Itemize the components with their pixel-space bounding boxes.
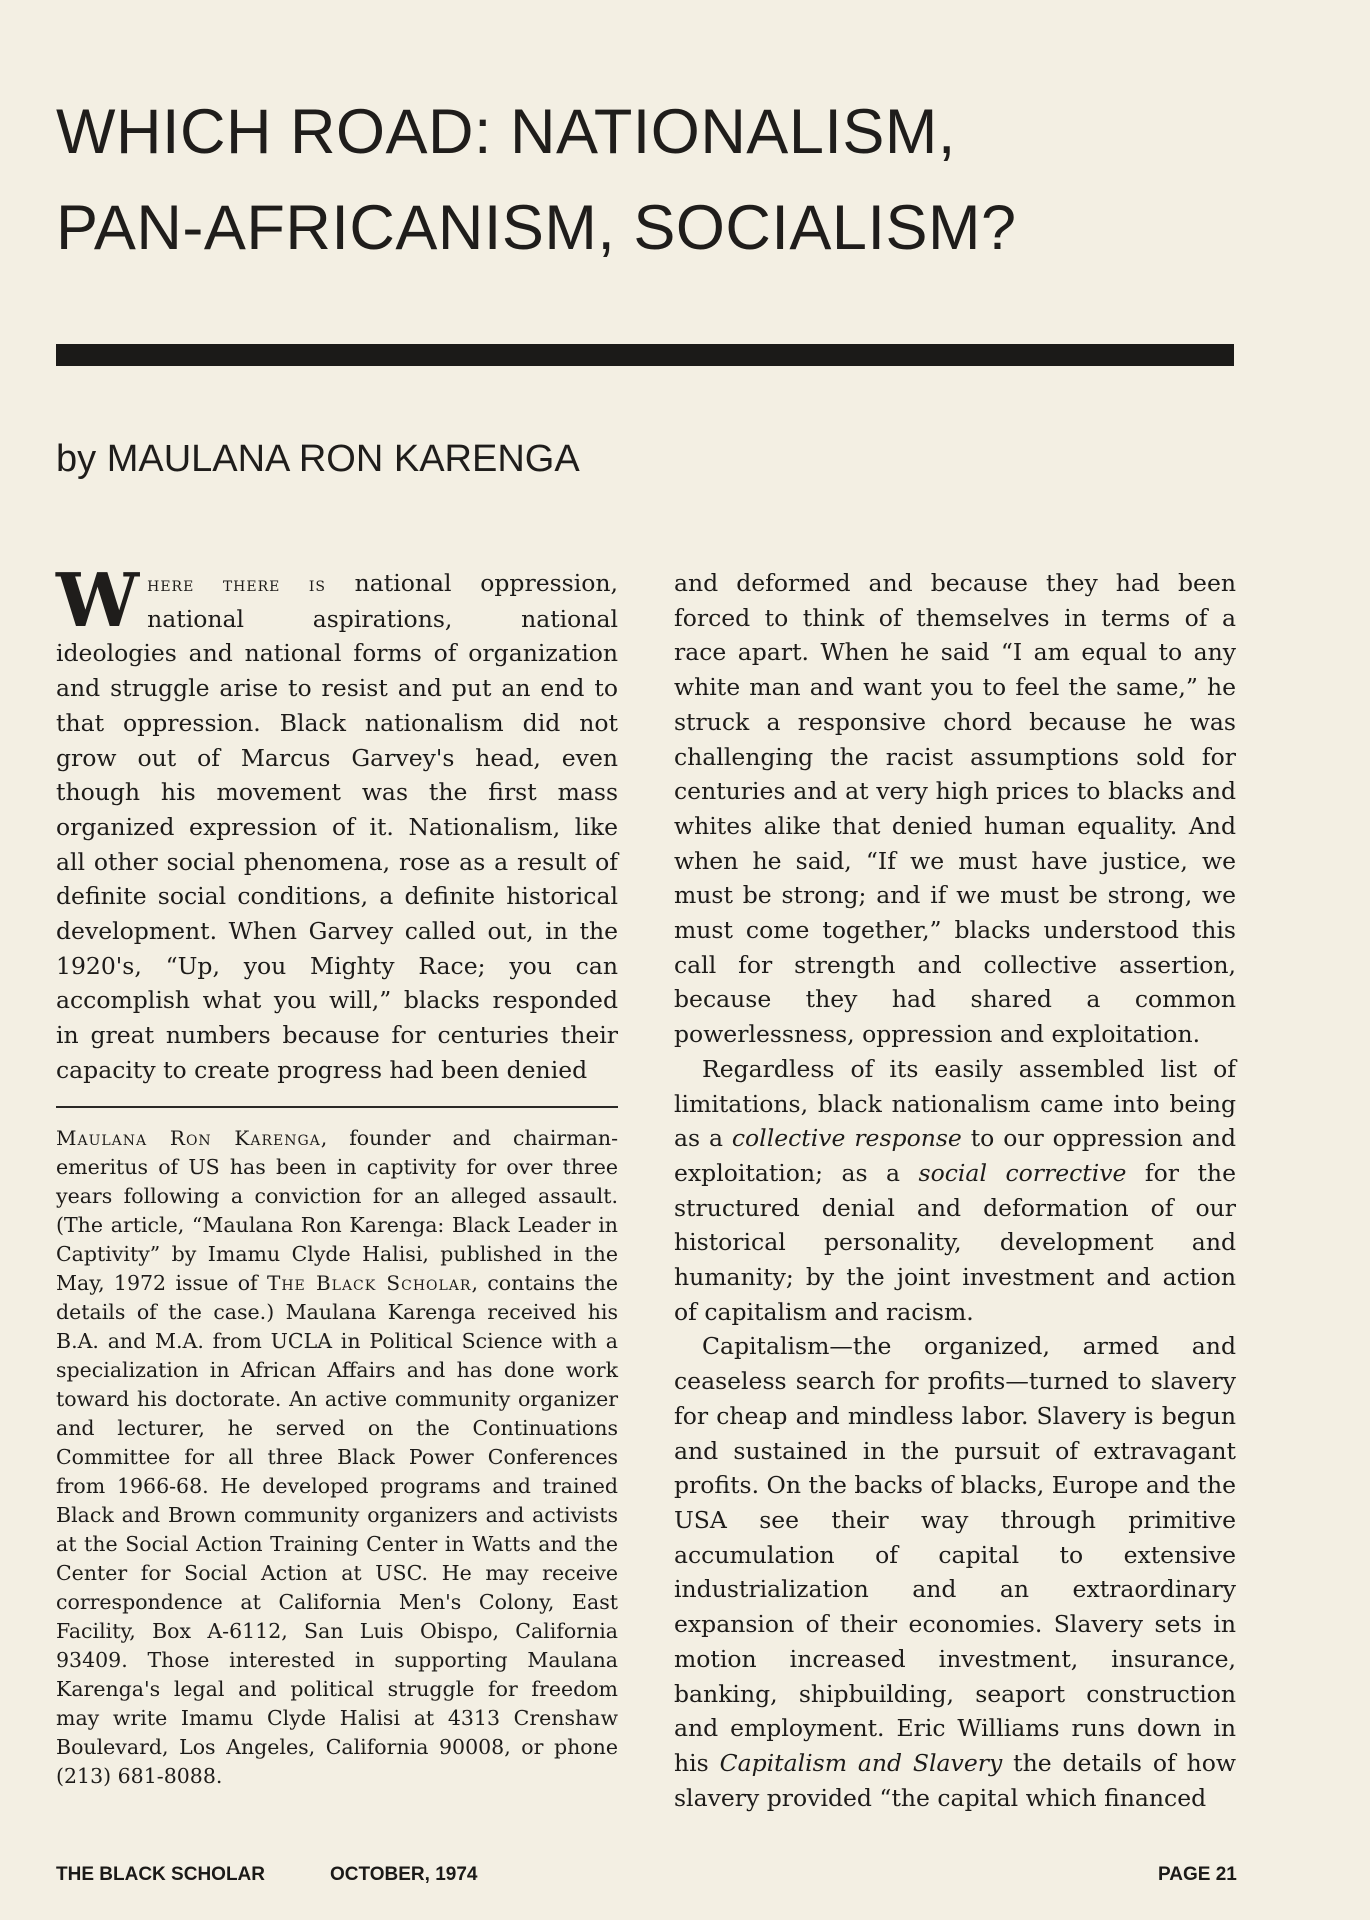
- bio-text-b: , contains the details of the case.) Maulana Karenga received his B.A. and M.A. from UCLA in Political Science with a specialization in African Affairs and has done work toward his doctorate. An active community organizer and lecturer, he served on the Continuations Committee for all three Black Power Conferences from 1966-68. He developed programs and trained Black and Brown community organizers and activists at the Social Action Training Center in Watts and the Center for Social Action at USC. He may receive correspondence at California Men's Colony, East Facility, Box A-6112, San Luis Obispo, California 93409. Those interested in supporting Maulana Karenga's legal and political struggle for freedom may write Imamu Clyde Halisi at 4313 Crenshaw Boulevard, Los Angeles, California 90008, or phone (213) 681-8088.: [56, 1271, 619, 1788]
- footer-journal: THE BLACK SCHOLAR: [56, 1864, 265, 1885]
- paragraph-1-continued: and deformed and because they had been forced to think of themselves in terms of a race apart. When he said “I am equal to any white man and want you to feel the same,” he struck a responsive chord because he was challenging the racist assumptions sold for centuries and at very high prices to blacks and whites alike that denied human equality. And when he said, “If we must have justice, we must be strong; and if we must be strong, we must come together,” blacks understood this call for strength and collective assertion, because they had shared a common powerlessness, oppression and exploitation.: [674, 569, 1236, 1049]
- bio-author-name: Maulana Ron Karenga: [56, 1126, 321, 1150]
- bio-journal-name: The Black Scholar: [267, 1271, 472, 1295]
- paragraph-2-emphasis-1: collective response: [731, 1124, 962, 1153]
- paragraph-2-emphasis-2: social corrective: [918, 1158, 1127, 1187]
- footer-page-number: PAGE 21: [1158, 1864, 1237, 1885]
- paragraph-2-text-b: to our oppression and exploitation; as a: [674, 1124, 1236, 1187]
- bio-text-a: , founder and chairman-emeritus of US has been in captivity for over three years following a conviction for an alleged assault. (The article, “Maulana Ron Karenga: Black Leader in Captivity” by Imamu Clyde Halisi, published in the May, 1972 issue of: [56, 1126, 619, 1295]
- paragraph-3-text-b: the details of how slavery provided “the capital which financed: [674, 1748, 1236, 1812]
- lead-in-small-caps: here there is: [147, 572, 327, 596]
- left-column: [56, 558, 618, 1088]
- book-title: Capitalism and Slavery: [719, 1748, 1003, 1777]
- title-line-1: WHICH ROAD: NATIONALISM,: [56, 97, 956, 167]
- footer-date: OCTOBER, 1974: [330, 1864, 478, 1885]
- paragraph-2-text-a: Regardless of its easily assembled list of limitations, black nationalism came into being as a: [674, 1054, 1236, 1153]
- right-column: [674, 566, 1236, 1815]
- paragraph-3-text-a: Capitalism—the organized, armed and ceaseless search for profits—turned to slavery for cheap and mindless labor. Slavery is begun and sustained in the pursuit of extravagant profits. On the backs of blacks, Europe and the USA see their way through primitive accumulation of capital to extensive industrialization and an extraordinary expansion of their economies. Slavery sets in motion increased investment, insurance, banking, shipbuilding, seaport construction and employment. Eric Williams runs down in his: [674, 1332, 1236, 1777]
- title-line-2: PAN-AFRICANISM, SOCIALISM?: [56, 193, 1017, 263]
- paragraph-3: [674, 1329, 1236, 1815]
- author-bio: [56, 1124, 618, 1791]
- byline: by MAULANA RON KARENGA: [56, 438, 580, 480]
- paragraph-2-text-c: for the structured denial and deformation of our historical personality, development and humanity; by the joint investment and action of capitalism and racism.: [674, 1158, 1236, 1326]
- title-rule: [56, 344, 1234, 366]
- footnote-rule: [56, 1106, 618, 1108]
- paragraph-2: [674, 1052, 1236, 1330]
- article-title: [56, 84, 1236, 276]
- drop-cap: W: [56, 558, 140, 644]
- paragraph-1-text: national oppression, national aspirations, national ideologies and national forms of organization and struggle arise to resist and put an end to that oppression. Black nationalism did not grow out of Marcus Garvey's head, even though his movement was the first mass organized expression of it. Nationalism, like all other social phenomena, rose as a result of definite social conditions, a definite historical development. When Garvey called out, in the 1920's, “Up, you Mighty Race; you can accomplish what you will,” blacks responded in great numbers because for centuries their capacity to create progress had been denied: [56, 569, 618, 1084]
- paragraph-1: [56, 558, 618, 1088]
